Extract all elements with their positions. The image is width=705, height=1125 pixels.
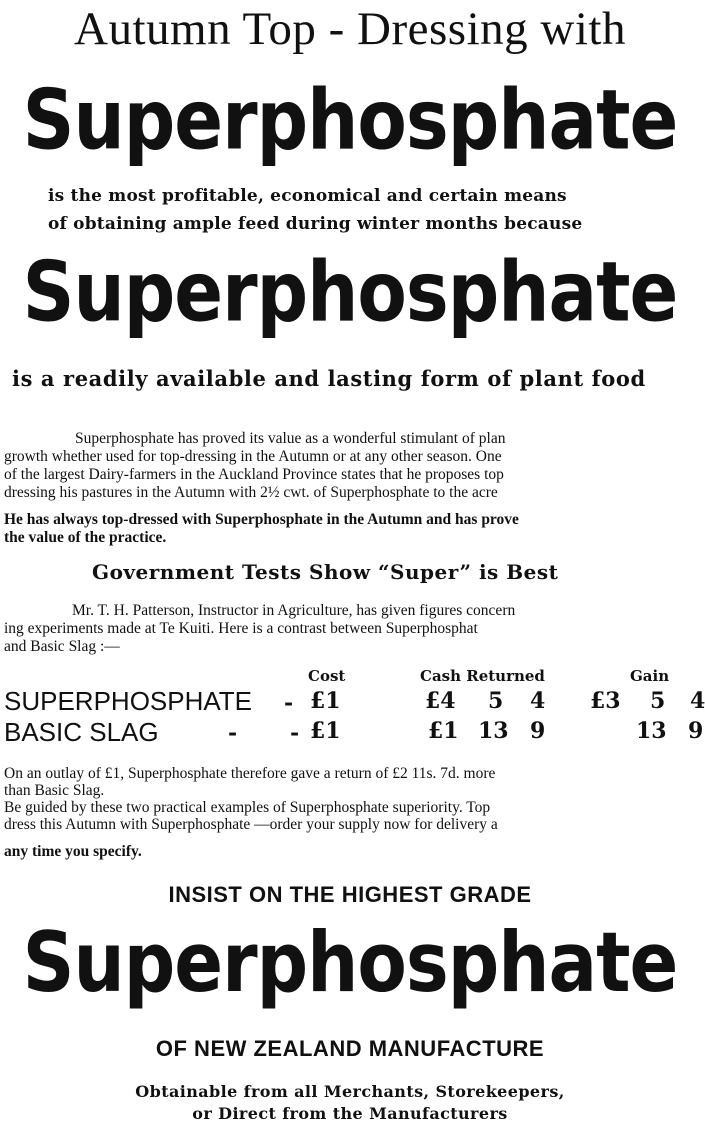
paragraph-line-3: of the largest Dairy-farmers in the Auckland Province states that he proposes top <box>4 466 504 483</box>
row-cash-pence: 4 <box>530 688 546 714</box>
conclusion-line-5: any time you specify. <box>4 843 142 860</box>
header-cost: Cost <box>308 667 346 685</box>
tests-line-1: Mr. T. H. Patterson, Instructor in Agriculture, has given figures concern <box>72 602 516 619</box>
conclusion-line-4: dress this Autumn with Superphosphate —order your supply now for delivery a <box>4 816 498 833</box>
manufacture-line: OF NEW ZEALAND MANUFACTURE <box>155 1036 545 1061</box>
intro-line-2: of obtaining ample feed during winter months because <box>48 214 583 234</box>
row-gain-shillings: 13 <box>636 718 667 744</box>
conclusion-line-2: than Basic Slag. <box>4 782 105 799</box>
row-cash-pounds: £4 <box>425 688 456 714</box>
row-separator: - <box>228 720 238 746</box>
row-gain-shillings: 5 <box>650 688 666 714</box>
row-separator-2: - <box>290 720 300 746</box>
row-cash-shillings: 13 <box>478 718 509 744</box>
row-cost: £1 <box>310 718 341 744</box>
insist-line: INSIST ON THE HIGHEST GRADE <box>168 882 532 907</box>
intro-line-3: is a readily available and lasting form of plant food <box>12 366 646 391</box>
row-gain-pence: 4 <box>690 688 705 714</box>
conclusion-line-1: On an outlay of £1, Superphosphate therefore gave a return of £2 11s. 7d. more <box>4 765 496 782</box>
tests-title: Government Tests Show “Super” is Best <box>92 560 559 584</box>
row-name: SUPERPHOSPHATE <box>4 686 253 716</box>
conclusion-line-3: Be guided by these two practical examples of Superphosphate superiority. Top <box>4 799 491 816</box>
brand-wordmark-3: Superphosphate <box>22 913 678 1011</box>
row-gain-pounds: £3 <box>590 688 621 714</box>
tests-line-2: ing experiments made at Te Kuiti. Here is a contrast between Superphosphat <box>4 620 478 637</box>
paragraph-line-6: the value of the practice. <box>4 529 167 546</box>
brand-wordmark-1: Superphosphate <box>22 71 678 169</box>
intro-line-1: is the most profitable, economical and certain means <box>48 186 567 206</box>
header-gain: Gain <box>630 667 670 685</box>
tests-line-3: and Basic Slag :— <box>4 638 120 655</box>
paragraph-line-1: Superphosphate has proved its value as a wonderful stimulant of plan <box>75 430 506 447</box>
paragraph-line-4: dressing his pastures in the Autumn with 2½ cwt. of Superphosphate to the acre <box>4 484 498 501</box>
brand-wordmark-2: Superphosphate <box>22 243 678 341</box>
row-gain-pence: 9 <box>688 718 704 744</box>
row-name: BASIC SLAG <box>4 717 159 747</box>
headline: Autumn Top - Dressing with <box>74 3 626 55</box>
row-separator: - <box>284 690 294 716</box>
row-cash-shillings: 5 <box>488 688 504 714</box>
row-cost: £1 <box>310 688 341 714</box>
row-cash-pence: 9 <box>530 718 546 744</box>
header-cash-returned: Cash Returned <box>420 667 545 685</box>
paragraph-line-5: He has always top-dressed with Superphosphate in the Autumn and has prove <box>4 511 519 528</box>
paragraph-line-2: growth whether used for top-dressing in the Autumn or at any other season. One <box>4 448 502 465</box>
footer-line-1: Obtainable from all Merchants, Storekeepers, <box>135 1082 565 1101</box>
footer-line-2: or Direct from the Manufacturers <box>192 1104 508 1123</box>
row-cash-pounds: £1 <box>428 718 459 744</box>
